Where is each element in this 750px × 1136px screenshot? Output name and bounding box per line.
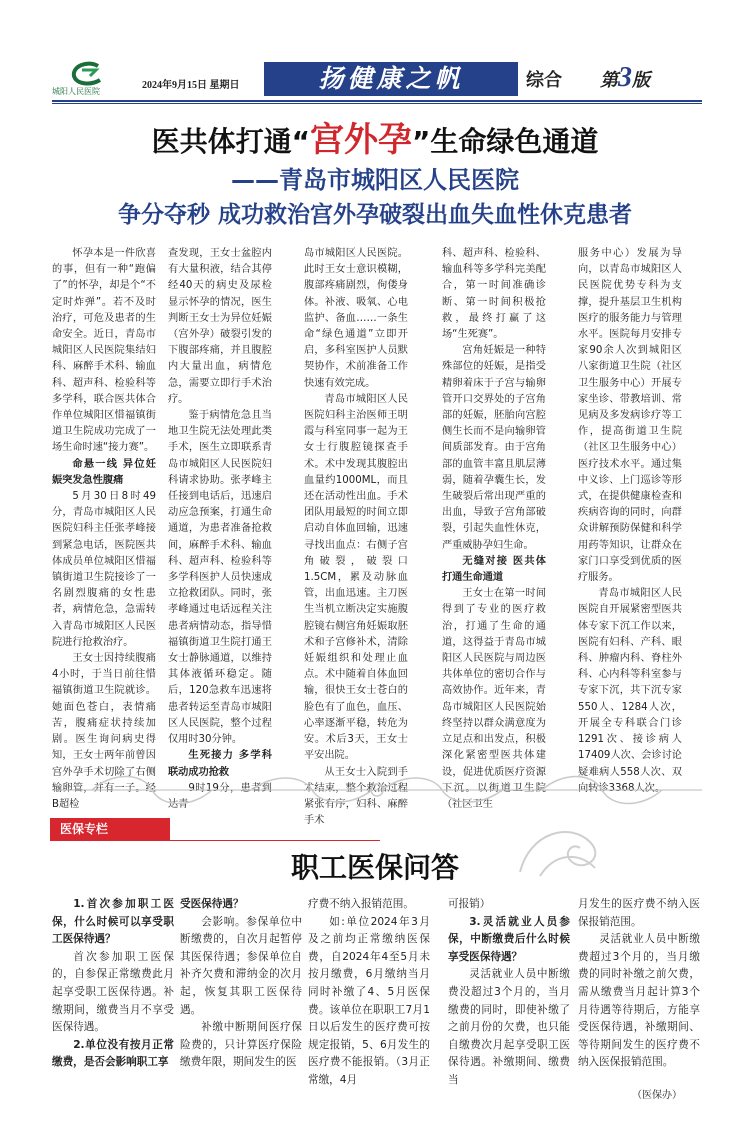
article-paragraph: 怀孕本是一件欣喜的事，但有一种“跑偏了”的怀孕，却是个“不定时炸弹”。若不及时治疗，可危及患者的生命安全。近日，青岛市城阳区人民医院集结妇科、麻醉手术科、输血科、超声科、检验科等多学科，联合医共体合作单位城阳区惜福镇街道卫生院成功完成了一场生命时速“接力赛”。 — [52, 248, 156, 454]
issue-date: 2024年9月15日 星期日 — [142, 80, 240, 91]
article-paragraph: 岛市城阳区人民医院。此时王女士意识模糊，腹部疼痛剧烈，佝偻身体。补液、吸氧、心电监护、备血……一条生命“绿色通道”立即开启，多科室医护人员默契协作，术前准备工作快速有效完成。 — [304, 248, 408, 389]
qa-answer: 灵活就业人员中断缴费没超过3个月的，当月缴费的同时，即使补缴了之前月份的欠费，也只能自缴费次月起享受职工医保待遇。补缴期间、缴费当 — [448, 968, 570, 1086]
qa-column-3 — [308, 896, 430, 1118]
article-paragraph: 青岛市城阳区人民医院自开展紧密型医共体专家下沉工作以来，医院有妇科、产科、眼科、肿瘤内科、脊柱外科、心内科等科室参与专家下沉，共下沉专家550人、1284人次，开展全专科联合门诊1291次、接诊病人17409人次、会诊讨论疑难病人558人次、双向转诊3368人次。 — [578, 588, 682, 794]
qa-column-2 — [180, 896, 302, 1118]
article-column-1 — [52, 246, 156, 810]
headline-highlight: 宫外孕 — [310, 120, 412, 160]
article-paragraph: 从王女士入院到手术结束，整个救治过程紧张有序，妇科、麻醉手术 — [304, 766, 408, 827]
article-paragraph: 服务中心）发展为导向，以青岛市城阳区人民医院优势专科为支撑，提升基层卫生机构医疗的服务能力与管理水平。医院每月安排专家90余人次到城阳区八家街道卫生院（社区卫生服务中心）开展专家坐诊、带教培训、常见病及多发病诊疗等工作，提高街道卫生院（社区卫生服务中心）医疗技术水平。通过集中义诊、上门巡诊等形式，在提供健康检查和疾病咨询的同时，向群众讲解预防保健和科学用药等知识，让群众在家门口享受到优质的医疗服务。 — [578, 248, 682, 584]
qa-question: 2.单位没有按月正常缴费，是否会影响职工享 — [52, 1038, 174, 1069]
article-paragraph: 鉴于病情危急且当地卫生院无法处理此类手术，医生立即联系青岛市城阳区人民医院妇科请求协助。张孝峰主任接到电话后，迅速启动应急预案，打通生命通道，为患者准备抢救间，麻醉手术科、输血科、超声科、检验科等多学科医护人员快速成立抢救团队。同时，张孝峰通过电话远程关注患者病情动态，指导惜福镇街道卫生院打通王女士静脉通道，以维持其体液循环稳定。随后，120急救车迅速将患者转运至青岛市城阳区人民医院，整个过程仅用时30分钟。 — [168, 410, 272, 746]
sub-headline-2: 争分夺秒 成功救治宫外孕破裂出血失血性休克患者 — [117, 202, 632, 228]
page-number-value: 3 — [618, 62, 632, 93]
article-subheading: 命悬一线 异位妊娠突发急性腹痛 — [52, 458, 156, 486]
page-label-pre: 第 — [600, 70, 618, 90]
main-headline — [0, 112, 750, 161]
qa-answer: 如:单位2024年3月及之前均正常缴纳医保费，自2024年4至5月未按月缴费，6月缴纳当月同时补缴了4、5月医保费。该单位在职职工7月1日以后发生的医疗费可按规定报销，5、6月发生的医疗费不能报销。（3月正常缴，4月 — [308, 915, 430, 1086]
column-tag: 医保专栏 — [50, 818, 170, 840]
article-paragraph: 科、超声科、检验科、输血科等多学科完美配合，第一时间准确诊断、第一时间积极抢救，最终打赢了这场“生死赛”。 — [442, 248, 546, 341]
article-paragraph: 王女士在第一时间得到了专业的医疗救治，打通了生命的通道，这得益于青岛市城阳区人民医院与周边医共体单位的密切合作与高效协作。近年来，青岛市城阳区人民医院始终坚持以群众满意度为立足点和出发点，积极深化紧密型医共体建设，促进优质医疗资源下沉。以街道卫生院（社区卫生 — [442, 588, 546, 810]
article-column-3 — [304, 246, 408, 827]
author-signature: （医保办） — [632, 1090, 682, 1101]
column-banner: 扬健康之帆 — [264, 62, 518, 96]
article-paragraph: 青岛市城阳区人民医院妇科主治医师王明霞与科室同事一起为王女士行腹腔镜探查手术。术中发现其腹腔出血量约1000ML，而且还在活动性出血。手术团队用最短的时间立即启动自体血回输，迅速寻找出血点：右侧子宫角破裂，破裂口1.5CM，累及动脉血管，出血迅速。主刀医生当机立断决定实施腹腔镜右侧宫角妊娠取胚术和子宫修补术，清除妊娠组织和处理止血点。术中随着自体血回输，很快王女士苍白的脸色有了血色，血压、心率逐渐平稳，转危为安。术后3天，王女士平安出院。 — [304, 393, 408, 762]
hospital-logo-icon — [70, 62, 104, 86]
masthead-rule — [52, 100, 702, 102]
ornamental-divider — [52, 770, 702, 810]
qa-answer: 月发生的医疗费不纳入医保报销范围。 — [578, 898, 700, 928]
qa-question: 1.首次参加职工医保，什么时候可以享受职工医保待遇？ — [52, 898, 174, 946]
section-name: 综合 — [526, 70, 562, 91]
article-subheading: 无缝对接 医共体打通生命通道 — [442, 555, 546, 584]
qa-answer: 会影响。参保单位中断缴费的，自次月起暂停其医保待遇；参保单位自补齐欠费和滞纳金的次月起，恢复其职工医保待遇。 — [180, 915, 302, 1016]
page-number — [600, 62, 650, 94]
page-label-post: 版 — [632, 70, 650, 90]
headline-pre: 医共体打通“ — [151, 125, 310, 158]
article-subheading: 生死接力 多学科联动成功抢救 — [168, 750, 272, 778]
article-paragraph: 宫角妊娠是一种特殊部位的妊娠，是指受精卵着床于子宫与输卵管开口交界处的子宫角部的妊娠，胚胎向宫腔侧生长而不是向输卵管间质部发育。由于宫角部的血管丰富且肌层薄弱，随着孕囊生长，发生破裂后常出现严重的出血，导致子宫角部破裂，引起失血性休克，严重威胁孕妇生命。 — [442, 345, 546, 551]
qa-column-1 — [52, 896, 174, 1118]
qa-answer: 补缴中断期间医疗保险费的，只计算医疗保险缴费年限，期间发生的医 — [180, 1021, 302, 1069]
headline-post: ”生命绿色通道 — [412, 125, 599, 158]
qa-question: 3.灵活就业人员参保，中断缴费后什么时候享受医保待遇？ — [448, 915, 570, 963]
qa-answer: 灵活就业人员中断缴费超过3个月的，当月缴费的同时补缴之前欠费，需从缴费当月起计算3个月待遇等待期后，方能享受医保待遇，补缴期间、等待期间发生的医疗费不纳入医保报销范围。 — [578, 933, 700, 1069]
qa-question: 受医保待遇？ — [180, 898, 244, 910]
qa-column-5 — [578, 896, 700, 1118]
column-tag-rule — [50, 840, 380, 841]
hospital-logo — [52, 62, 130, 96]
article-paragraph: 查发现，王女士盆腔内有大量积液，结合其停经40天的病史及尿检显示怀孕的情况，医生判断王女士为异位妊娠（宫外孕）破裂引发的下腹部疼痛，并且腹腔内大量出血，病情危急，需要立即行手术治疗。 — [168, 248, 272, 405]
article-paragraph: 王女士因持续腹痛4小时，于当日前往惜福镇街道卫生院就诊。她面色苍白，表情痛苦，腹痛症状持续加剧。医生询问病史得知，王女士两年前曾因宫外孕手术切除了右侧输卵管，并有一子。经B超检 — [52, 653, 156, 810]
masthead — [52, 62, 702, 100]
qa-answer: 首次参加职工医保的，自参保正常缴费此月起享受职工医保待遇。补缴期间，缴费当月不享受医保待遇。 — [52, 950, 174, 1034]
hospital-logo-text: 城阳人民医院 — [52, 87, 100, 96]
article-paragraph: 9时19分，患者到达青 — [168, 782, 272, 810]
article-column-4 — [442, 246, 546, 810]
qa-answer: 可报销） — [448, 898, 491, 910]
qa-column-4 — [448, 896, 570, 1118]
article-column-5 — [578, 246, 682, 794]
qa-title: 职工医保问答 — [290, 851, 459, 884]
article-column-2 — [168, 246, 272, 810]
article-paragraph: 5月30日8时49分，青岛市城阳区人民医院妇科主任张孝峰接到紧急电话，医院医共体成员单位城阳区惜福镇街道卫生院接诊了一名剧烈腹痛的女性患者，病情危急，急需转入青岛市城阳区人民医院进行抢救治疗。 — [52, 491, 156, 648]
qa-answer: 疗费不纳入报销范围。 — [308, 898, 414, 910]
sub-headline-1: ——青岛市城阳区人民医院 — [231, 166, 519, 194]
masthead-rule-thin — [52, 103, 702, 104]
